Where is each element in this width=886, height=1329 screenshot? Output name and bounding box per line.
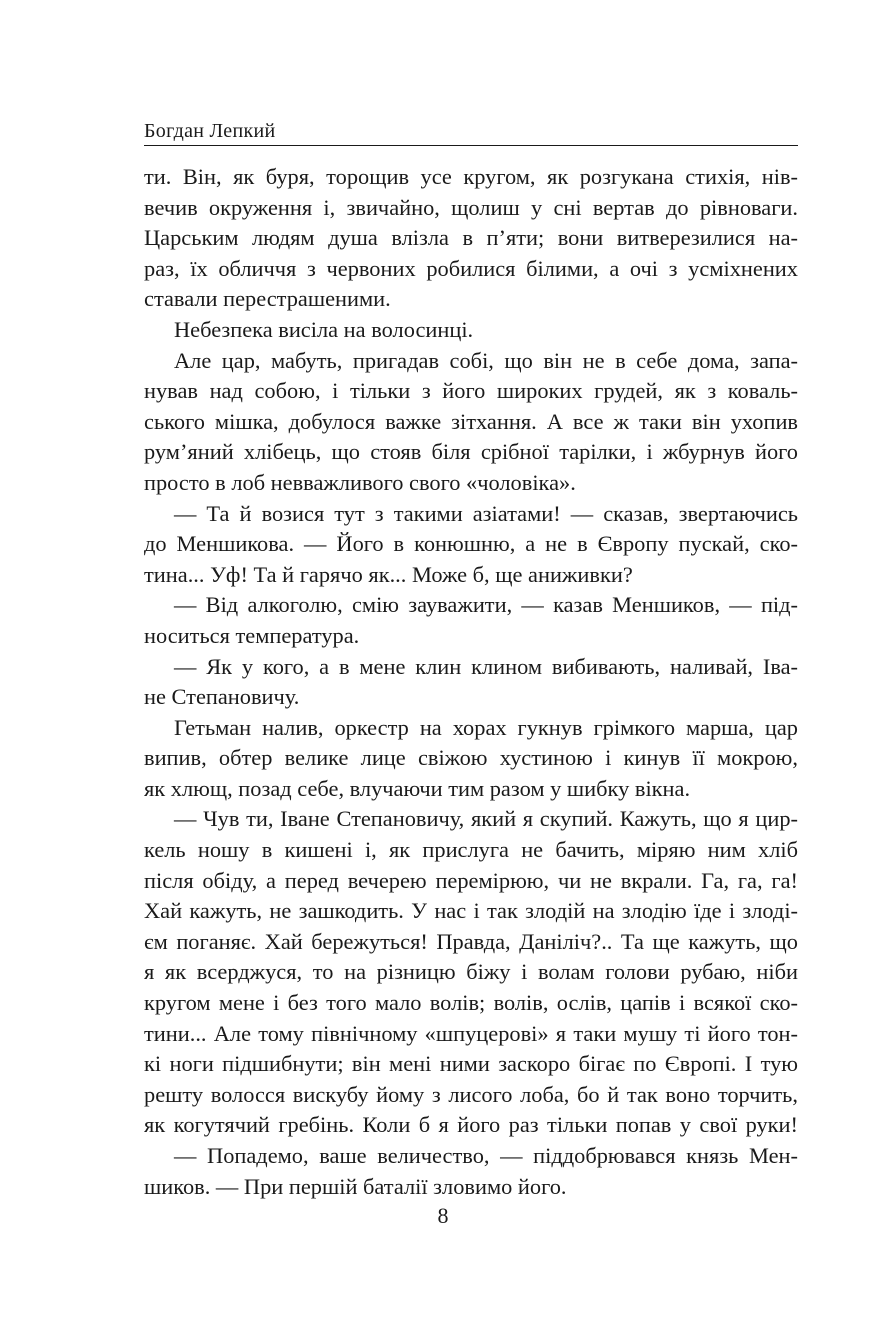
text-line: як хлющ, позад себе, влучаючи тим разом у шибку вікна. [144,775,691,801]
text-line: кі ноги підшибнути; він мені ними заскоро бігає по Європі. І тую [144,1051,798,1077]
text-line: Гетьман налив, оркестр на хорах гукнув грімкого марша, цар [174,714,798,740]
text-line: я як всерджуся, то на різницю біжу і волам голови рубаю, ніби [144,959,798,985]
text-line: Але цар, мабуть, пригадав собі, що він не в себе дома, запа- [174,347,798,373]
text-line: нував над собою, і тільки з його широких грудей, як з коваль- [144,378,798,404]
text-line: ти. Він, як буря, торощив усе кругом, як розгукана стихія, нів- [144,164,798,189]
text-line: — Як у кого, а в мене клин клином вибивають, наливай, Іва- [174,653,798,679]
text-line: ставали перестрашеними. [144,286,391,312]
text-line: як когутячий гребінь. Коли б я його раз тільки попав у свої руки! [144,1112,798,1138]
text-line: решту волосся вискубу йому з лисого лоба, бо й так воно торчить, [144,1081,798,1107]
text-line: вечив окруження і, звичайно, щолиш у сні вертав до рівноваги. [144,194,798,220]
text-line: ського мішка, добулося важке зітхання. А все ж таки він ухопив [144,408,798,434]
text-line: — Від алкоголю, смію зауважити, — казав Меншиков, — під- [174,592,798,618]
text-line: кругом мене і без того мало волів; волів, ослів, цапів і всякої ско- [144,990,798,1016]
text-line: тини... Але тому північному «шпуцерові» я таки мушу ті його тон- [144,1020,798,1046]
header-rule [144,145,798,146]
text-line: носиться температура. [144,622,360,648]
text-line: Хай кажуть, не зашкодить. У нас і так злодій на злодію їде і злоді- [144,898,798,924]
text-line: випив, обтер велике лице свіжою хустиною і кинув її мокрою, [144,745,798,771]
text-line: рум’яний хлібець, що стояв біля срібної тарілки, і жбурнув його [144,439,798,465]
text-line: — Чув ти, Іване Степановичу, який я скупий. Кажуть, що я цир- [174,806,798,832]
text-line: не Степановичу. [144,684,300,710]
text-line: — Попадемо, ваше величество, — піддобрювався князь Мен- [174,1143,798,1168]
body-text [144,162,798,1202]
text-line: — Та й возися тут з такими азіатами! — сказав, звертаючись [174,500,798,526]
text-line: Небезпека висіла на волосинці. [174,316,474,342]
header-author-title: Богдан Лепкий [144,120,276,142]
text-line: після обіду, а перед вечерею перемірюю, чи не вкрали. Га, га, га! [144,867,798,893]
text-line: Царським людям душа влізла в п’яти; вони витверезилися на- [144,225,798,251]
text-line: кель ношу в кишені і, як прислуга не бачить, міряю ним хліб [144,837,798,863]
page-number: 8 [437,1203,449,1228]
text-line: єм поганяє. Хай бережуться! Правда, Даніліч?.. Та ще кажуть, що [144,928,798,954]
text-line: просто в лоб невважливого свого «чоловіка». [144,469,576,495]
text-line: до Меншикова. — Його в конюшню, а не в Європу пускай, ско- [144,531,798,557]
text-line: тина... Уф! Та й гарячо як... Може б, ще аниживки? [144,561,633,587]
text-line: раз, їх обличчя з червоних робилися білими, а очі з усміхнених [144,255,798,281]
running-header [144,118,798,146]
text-line: шиков. — При першій баталії зловимо його. [144,1173,567,1199]
